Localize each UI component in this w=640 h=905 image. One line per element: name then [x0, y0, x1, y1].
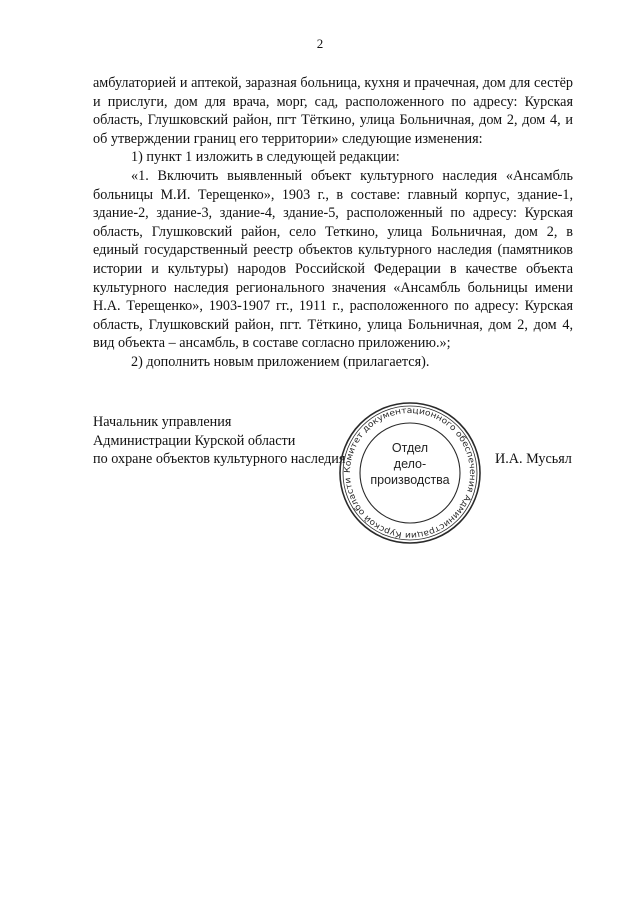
signer-name: И.А. Мусьял [495, 451, 572, 467]
paragraph-intro: амбулаторией и аптекой, заразная больница, кухня и прачечная, дом для сестёр и прислуги, дом для врача, морг, сад, расположенного по адресу: Курская область, Глушковский район, пгт Тёткино, улица Больничная, дом 2, дом 4, и об утверждении границ его территории» следующие изменения: [93, 75, 573, 147]
paragraph-item-2: 2) дополнить новым приложением (прилагается). [131, 353, 430, 370]
paragraph-item-1-content: «1. Включить выявленный объект культурного наследия «Ансамбль больницы М.И. Терещенко», 1903 г., в составе: главный корпус, здание-1, здание-2, здание-3, здание-4, здание-5, расположенный по адресу: Курская область, Глушковский район, село Теткино, улица Больничная, дом 2, в единый государственный реестр объектов культурного наследия (памятников истории и культуры) народов Российской Федерации в качестве объекта культурного наследия регионального значения «Ансамбль больницы имени Н.А. Терещенко», 1903-1907 гг., 1911 г., расположенного по адресу: Курская область, Глушковский район, пгт. Тёткино, улица Больничная, дом 2, дом 4, вид объекта – ансамбль, в составе согласно приложению.»; [93, 167, 573, 352]
page-number: 2 [316, 36, 324, 51]
stamp-center-text [337, 440, 483, 488]
signature-title-line-1: Начальник управления [93, 414, 232, 430]
signature-title-line-3: по охране объектов культурного наследия [93, 451, 346, 468]
official-stamp [337, 400, 483, 546]
paragraph-item-1: 1) пункт 1 изложить в следующей редакции: [131, 149, 400, 166]
document-body [93, 74, 573, 372]
signature-title-line-2: Администрации Курской области [93, 432, 296, 449]
stamp-center-line-3: производства [370, 473, 450, 487]
stamp-center-line-1: Отдел [391, 441, 429, 455]
stamp-center-line-2: дело- [393, 457, 427, 471]
signature-title [93, 413, 345, 469]
stamp-ring-textpath: Комитет документационного обеспечения Администрации Курской области [341, 404, 479, 542]
